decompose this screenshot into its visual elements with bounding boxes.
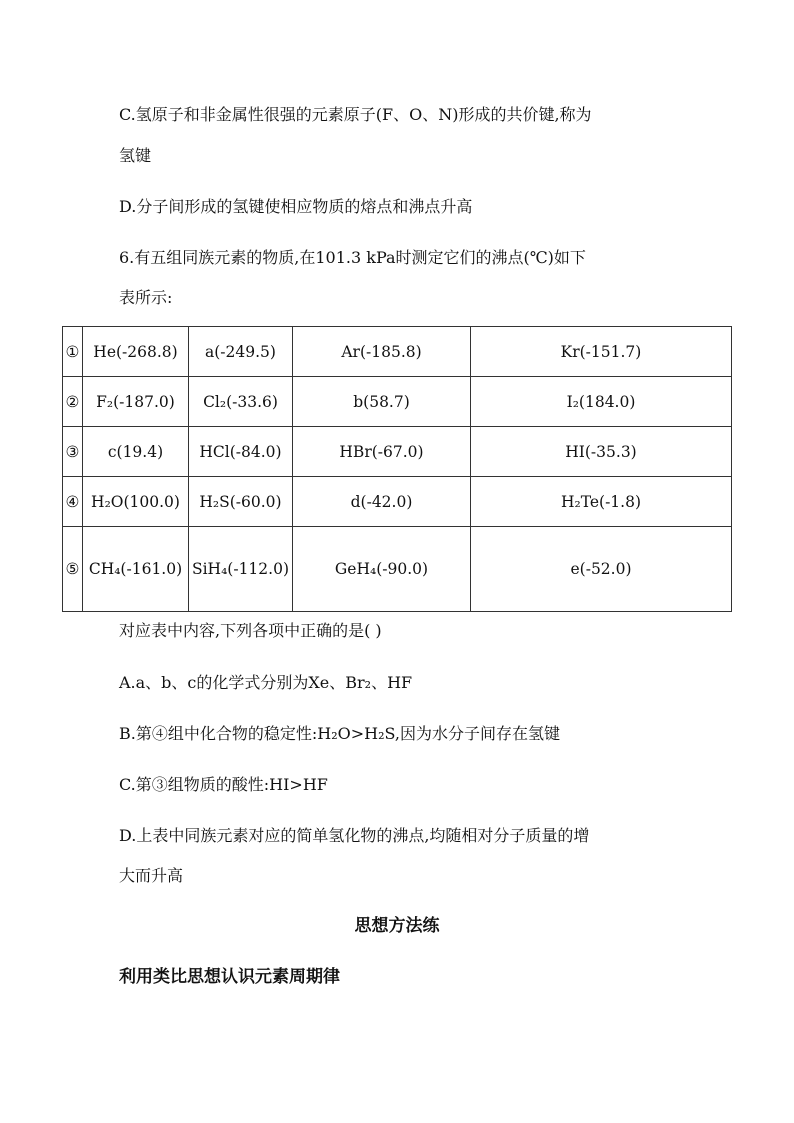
table-cell: e(-52.0) — [471, 527, 732, 612]
table-cell: H₂Te(-1.8) — [471, 477, 732, 527]
answer-option-d-continuation: 大而升高 — [119, 866, 184, 885]
answer-option-c: C.第③组物质的酸性:HI>HF — [119, 775, 328, 794]
option-d-line: D.分子间形成的氢键使相应物质的熔点和沸点升高 — [119, 197, 473, 216]
table-cell: c(19.4) — [83, 427, 189, 477]
question-6-continuation: 表所示: — [119, 288, 173, 307]
group-marker-cell: ④ — [63, 477, 83, 527]
table-cell: He(-268.8) — [83, 327, 189, 377]
table-cell: F₂(-187.0) — [83, 377, 189, 427]
table-cell: GeH₄(-90.0) — [293, 527, 471, 612]
table-cell: HBr(-67.0) — [293, 427, 471, 477]
table-cell: CH₄(-161.0) — [83, 527, 189, 612]
table-row — [63, 477, 732, 527]
group-marker-cell: ② — [63, 377, 83, 427]
table-cell: SiH₄(-112.0) — [189, 527, 293, 612]
section-title: 思想方法练 — [354, 916, 440, 936]
group-marker-cell: ⑤ — [63, 527, 83, 612]
table-cell: Cl₂(-33.6) — [189, 377, 293, 427]
group-marker-cell: ③ — [63, 427, 83, 477]
table-row — [63, 377, 732, 427]
table-cell: HCl(-84.0) — [189, 427, 293, 477]
answer-option-a: A.a、b、c的化学式分别为Xe、Br₂、HF — [119, 673, 413, 692]
table-cell: d(-42.0) — [293, 477, 471, 527]
table-cell: H₂O(100.0) — [83, 477, 189, 527]
table-cell: a(-249.5) — [189, 327, 293, 377]
table-row — [63, 527, 732, 612]
boiling-point-table — [62, 326, 732, 612]
group-marker-cell: ① — [63, 327, 83, 377]
option-c-line: C.氢原子和非金属性很强的元素原子(F、O、N)形成的共价键,称为 — [119, 105, 592, 124]
answer-option-b: B.第④组中化合物的稳定性:H₂O>H₂S,因为水分子间存在氢键 — [119, 724, 560, 743]
question-6-line: 6.有五组同族元素的物质,在101.3 kPa时测定它们的沸点(℃)如下 — [119, 248, 586, 267]
table-cell: b(58.7) — [293, 377, 471, 427]
table-cell: Kr(-151.7) — [471, 327, 732, 377]
table-row — [63, 327, 732, 377]
option-c-continuation: 氢键 — [119, 146, 152, 165]
table-cell: HI(-35.3) — [471, 427, 732, 477]
table-cell: I₂(184.0) — [471, 377, 732, 427]
subsection-title: 利用类比思想认识元素周期律 — [119, 967, 340, 987]
table-cell: H₂S(-60.0) — [189, 477, 293, 527]
table-row — [63, 427, 732, 477]
table-cell: Ar(-185.8) — [293, 327, 471, 377]
answer-option-d: D.上表中同族元素对应的简单氢化物的沸点,均随相对分子质量的增 — [119, 826, 590, 845]
question-6-prompt: 对应表中内容,下列各项中正确的是( ) — [119, 621, 382, 640]
